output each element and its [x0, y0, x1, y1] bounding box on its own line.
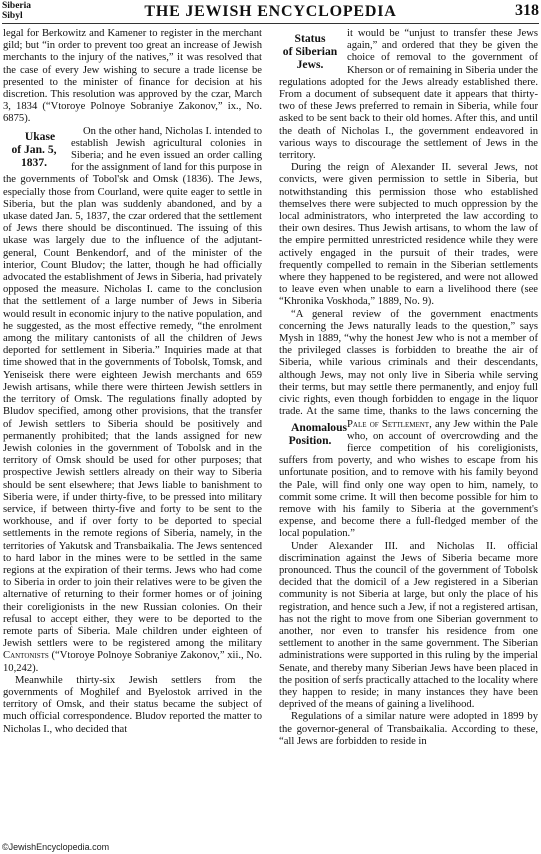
paragraph: Under Alexander III. and Nicholas II. official discrimination against the Jews of Siberia became more pronounced. Thus the council of the government of Tobolsk decided that the domicil of a Jew registered in a Siberian community is not Siberia at large, but only the place of his registration, and hence such a Jew, if not a registered artisan, has not the right to move from one Siberian government to another, nor even to transfer his residence from one settlement to another in the same government. The Siberian administrations were supported in this ruling by the imperial Senate, and thereby many Siberian Jews have been placed in the position of serfs practically attached to the locality where they happen to reside; in many instances they have been deprived of the means of gaining a livelihood.: [279, 540, 538, 711]
sidenote-line: of Siberian: [282, 45, 338, 58]
paragraph: legal for Berkowitz and Kamener to register in the merchant gild; but “in order to prevent too great an increase of Jewish merchants to the injury of the natives,” it was resolved that the case of every Jew wishing to secure a trade license be presented to the minister of finance for decision at his discretion. This resolution was approved by the czar, March 3, 1834 (“Vtoroye Polnoye Sobraniye Zakonov,” ix., No. 6875).: [3, 28, 262, 125]
page-number: 318: [515, 2, 539, 19]
cross-reference-link[interactable]: Cantonists: [3, 650, 49, 662]
sidenote-line: 1837.: [20, 155, 48, 169]
sidenote-line: of Jan. 5,: [11, 142, 57, 156]
sidenote-ukase: [3, 130, 65, 169]
running-head-last: Sibyl: [2, 11, 23, 21]
sidenote-line: Ukase: [24, 129, 56, 143]
paragraph-text: it would be “unjust to transfer these Jews again,” and ordered that they be given the choice of removal to the government of Kherson or of remaining in Siberia under the regulations adopted for the Jews already established there. From a document of subsequent date it appears that thirty-two of these Jews preferred to remain in Siberia, while four asked to be sent back to their old homes. After this, and until the death of Nicholas I., the government endeavored in various ways to discourage the settlement of Jews in the territory.: [279, 28, 538, 162]
left-column: [3, 28, 262, 838]
paragraph: [279, 309, 538, 541]
page-header: [0, 0, 541, 26]
paragraph: During the reign of Alexander II. several Jews, not convicts, were given permission to settle in Siberia, but notwithstanding this permission those who established themselves there were subjected to much oppression by the local administrators, who interpreted the law according to their own desires. Thus Jewish artisans, to whom the law of the empire permitted unrestricted residence while they were actively engaged in the pursuit of their trades, were frequently compelled to remain in the Siberian settlements where they happened to be registered, and were not allowed to leave even when unable to earn a livelihood there (see “Khronika Voskhoda,” 1889, No. 9).: [279, 162, 538, 308]
paragraph-text: (“Vtoroye Polnoye Sobraniye Zakonov,” xii., No. 10,242).: [3, 650, 262, 674]
sidenote-line: Anomalous: [291, 420, 348, 434]
running-head-first: Siberia: [2, 1, 32, 11]
paragraph: Regulations of a similar nature were adopted in 1899 by the governor-general of Transbaikalia. According to these, “all Jews are forbidden to reside in: [279, 711, 538, 747]
header-rule: [2, 23, 539, 24]
sidenote-anomalous: [279, 420, 348, 447]
cross-reference-link[interactable]: Pale of Settlement: [347, 418, 430, 430]
sidenote-line: Status: [294, 32, 326, 45]
paragraph-text: , any Jew within the Pale who, on account of overcrowding and the fierce competition of his coreligionists, suffers from poverty, and who wishes to escape from his unfortunate position, and to remove with his family beyond the Pale, will find only one way open to him, namely, to commit some crime. It will then become possible for him to remove with his family to Siberia at the government's expense, and become there a full-fledged member of the local population.”: [279, 418, 538, 540]
footer-watermark: ©JewishEncyclopedia.com: [2, 842, 110, 852]
paragraph: Meanwhile thirty-six Jewish settlers from the governments of Moghilef and Byelostok arrived in the territory of Omsk, and their status became the subject of much official correspondence. Bludov reported the matter to Nicholas I., who decided that: [3, 674, 262, 735]
page-title: THE JEWISH ENCYCLOPEDIA: [144, 3, 397, 20]
paragraph-text: “A general review of the government enactments concerning the Jews naturally leads to the question,” says Mysh in 1889, “why the honest Jew who is not a member of the privileged classes is forbidden to breathe the air of Siberia, while various criminals and their descendants, although Jews, may not only live in Siberia while serving their terms, but may settle there permanently, and enjoy full civic rights, even though forbidden to engage in the liquor trade. At the same time, thanks to the laws concerning the: [279, 308, 538, 418]
sidenote-line: Jews.: [296, 58, 324, 71]
sidenote-status: [279, 32, 341, 71]
paragraph-text: On the other hand, Nicholas I. intended to establish Jewish agricultural colonies in Siberia; and he even issued an order calling for the assignment of land for this purpose in the governments of Tobol'sk and Omsk (1836). The Jews, especially those from Courland, were quite eager to settle in Siberia, but the plan was suddenly abandoned, and by a ukase dated Jan. 5, 1837, the czar ordered that the settlement of Jews there should be discontinued. The issuing of this ukase was largely due to the influence of the adjutant-general, Count Benkendorf, and of the minister of the interior, Count Bludov; the latter, though he had officially advocated the establishment of Jews in Siberia, had privately opposed the measure. Nicholas I. came to the conclusion that the settlement of a large number of Jews in Siberia would result in economic injury to the native population, and he suggested, as the most effective remedy, “the enrolment among the military cantonists of all the children of Jews deported for settlement in Siberia.” Inquiries made at that time showed that in the governments of Tobolsk, Tomsk, and Yeniseisk there were eighteen Jewish merchants and 659 Jewish artisans, while there were thirteen Jewish settlers in the territory of Omsk. The regulations finally adopted by Bludov specified, among other provisions, that the transfer of Jewish settlers to Siberia should be positively and permanently prohibited; that the lands assigned for new Jewish colonies in the government of Tobolsk and in the territory of Omsk should be used for other purposes; that prospective Jewish settlers already on their way to Siberia should be sent elsewhere; that Jews liable to banishment to Siberia were, if under thirty-five, to be pressed into military service, if between thirty-five and forty to be sent to the workhouse, and if over forty to be deported to special settlements in the remote regions of Siberia, namely, in the territories of Yakutsk and Transbaikalia. The Jews sentenced to hard labor in the mines were to be settled in the same regions at the expiration of their terms. Jews who had come to Siberia in order to join their relatives were to be given the alternative of returning to their former homes or of joining their coreligionists in the new Russian colonies. On their refusal to accept either, they were to be deported to the remote parts of Siberia. Male children under eighteen of Jewish settlers were to be registered among the military: [3, 125, 262, 650]
right-column: [279, 28, 538, 838]
paragraph: [3, 126, 262, 675]
paragraph: [279, 28, 538, 162]
sidenote-line: Position.: [288, 433, 332, 447]
